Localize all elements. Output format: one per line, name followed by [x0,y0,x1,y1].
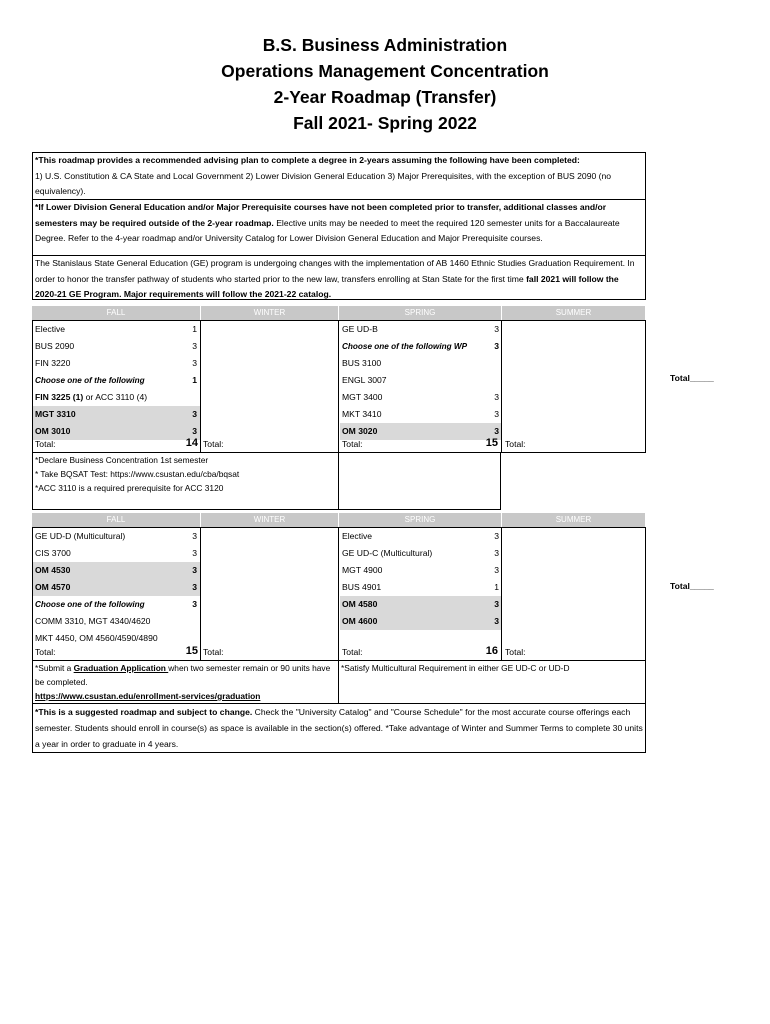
year2-fall-course: GE UD-D (Multicultural) [35,531,126,541]
year2-spring-units: 3 [494,548,499,558]
year1-fall-units: 3 [192,358,197,368]
year1-fall-course: OM 3010 [33,423,200,440]
year2-fall-course: MKT 4450, OM 4560/4590/4890 [35,633,158,643]
year1-fall-units: 1 [192,324,197,334]
year1-spring-course: ENGL 3007 [342,375,387,385]
title-line-4: Fall 2021- Spring 2022 [293,113,477,133]
year1-spring-course: Choose one of the following WP [342,342,468,351]
year1-fall-total-label: Total: [35,439,56,449]
year2-spring-units: 3 [494,531,499,541]
year2-spring-course: BUS 4901 [342,582,382,592]
year2-spring-course: Elective [342,531,373,541]
graduation-url-link[interactable]: https://www.csustan.edu/enrollment-services/graduation [35,691,261,701]
year2-summer-header: SUMMER [502,513,645,527]
year1-fall-units: 3 [192,341,197,351]
year1-spring-units: 3 [494,392,499,402]
year2-fall-total-label: Total: [35,647,56,657]
year1-fall-course: MGT 3310 [33,406,200,423]
year1-summer-header: SUMMER [502,306,645,320]
year1-spring-course: GE UD-B [342,324,378,334]
year1-notes: *Declare Business Concentration 1st semester * Take BQSAT Test: https://www.csustan.edu/cba/bqsat *ACC 3110 is a required prerequisite for ACC 3120 [35,455,240,493]
year1-fall-header: FALL [32,306,200,320]
year1-fall-units: 3 [192,409,197,419]
year1-winter-header: WINTER [201,306,338,320]
year2-spring-course: GE UD-C (Multicultural) [342,548,433,558]
year1-spring-course: BUS 3100 [342,358,382,368]
year2-fall-units: 3 [192,531,197,541]
year1-summer-total-label: Total: [505,439,526,449]
year1-spring-course: MGT 3400 [342,392,383,402]
year1-spring-total-label: Total: [342,439,363,449]
year1-spring-units: 3 [494,324,499,334]
year1-spring-units: 3 [494,341,499,351]
year2-fall-header: FALL [32,513,200,527]
year2-fall-course: OM 4570 [33,579,200,596]
year2-spring-course: OM 4580 [340,596,501,613]
year1-fall-total: 14 [185,437,198,449]
year2-total: Total_____ [670,581,714,591]
year2-spring-course: OM 4600 [340,613,501,630]
year1-spring-units: 3 [494,409,499,419]
title-line-1: B.S. Business Administration [262,35,508,55]
year2-winter-header: WINTER [201,513,338,527]
year2-fall-course: COMM 3310, MGT 4340/4620 [35,616,151,626]
year2-spring-units: 3 [494,565,499,575]
year2-spring-total: 16 [485,645,498,657]
year1-spring-units: 3 [494,426,499,436]
year1-fall-course: Elective [35,324,66,334]
year1-spring-course: OM 3020 [340,423,501,440]
intro-note-1: *This roadmap provides a recommended advising plan to complete a degree in 2-years assuming the following have been completed: 1) U.S. Constitution & CA State and Local Government 2) Lower Division General Education 3) Major Prerequisites, with the exception of BUS 2090 (no equivalency). [35,155,612,196]
year2-fall-units: 3 [192,582,197,592]
year2-summer-total-label: Total: [505,647,526,657]
year2-spring-total-label: Total: [342,647,363,657]
year2-spring-units: 3 [494,599,499,609]
year2-note-right: *Satisfy Multicultural Requirement in either GE UD-C or UD-D [341,663,570,673]
year1-total: Total_____ [670,373,714,383]
year2-spring-header: SPRING [339,513,501,527]
year1-fall-units: 3 [192,426,197,436]
year1-fall-course: FIN 3220 [35,358,71,368]
year1-fall-course: BUS 2090 [35,341,75,351]
year1-fall-units: 1 [192,375,197,385]
year2-fall-units: 3 [192,599,197,609]
intro-note-2: *If Lower Division General Education and/or Major Prerequisite courses have not been completed prior to transfer, additional classes and/or semesters may be required outside of the 2-year roadmap. Elective units may be needed to meet the required 120 semester units for a Baccalaureate Degree. Refer to the 4-year roadmap and/or University Catalog for Lower Division General Education and Major Prerequisite courses. [35,202,620,243]
year2-spring-units: 1 [494,582,499,592]
year2-spring-course: MGT 4900 [342,565,383,575]
year2-spring-units: 3 [494,616,499,626]
title-line-2: Operations Management Concentration [221,61,549,81]
year2-fall-total: 15 [185,645,198,657]
title-line-3: 2-Year Roadmap (Transfer) [273,87,497,107]
year1-spring-course: MKT 3410 [342,409,382,419]
year2-winter-total-label: Total: [203,647,224,657]
graduation-application-link[interactable]: Graduation Application [73,663,169,673]
year1-winter-total-label: Total: [203,439,224,449]
year1-spring-header: SPRING [339,306,501,320]
page-title [0,32,770,136]
year2-fall-units: 3 [192,565,197,575]
year1-spring-total: 15 [485,437,498,449]
year2-fall-course: Choose one of the following [35,600,145,609]
year2-fall-units: 3 [192,548,197,558]
year2-fall-course: OM 4530 [33,562,200,579]
year2-note-left: *Submit a Graduation Application when two semester remain or 90 units have be completed. https://www.csustan.edu/enrollment-services/graduation [35,663,331,701]
intro-note-3: The Stanislaus State General Education (GE) program is undergoing changes with the implementation of AB 1460 Ethnic Studies Graduation Requirement. In order to honor the transfer pathway of students who started prior to the new law, transfers enrolling at Stan State for the first time fall 2021 will follow the 2020-21 GE Program. Major requirements will follow the 2021-22 catalog. [35,258,635,299]
year2-fall-course: CIS 3700 [35,548,71,558]
footer-note: *This is a suggested roadmap and subject to change. Check the "University Catalog" and "Course Schedule" for the most accurate course offerings each semester. Students should enroll in course(s) as space is available in the section(s) offered. *Take advantage of Winter and Summer Terms to complete 30 units a year in order to graduate in 4 years. [35,707,643,749]
year1-fall-course: FIN 3225 (1) or ACC 3110 (4) [35,392,148,402]
year1-fall-course: Choose one of the following [35,376,145,385]
